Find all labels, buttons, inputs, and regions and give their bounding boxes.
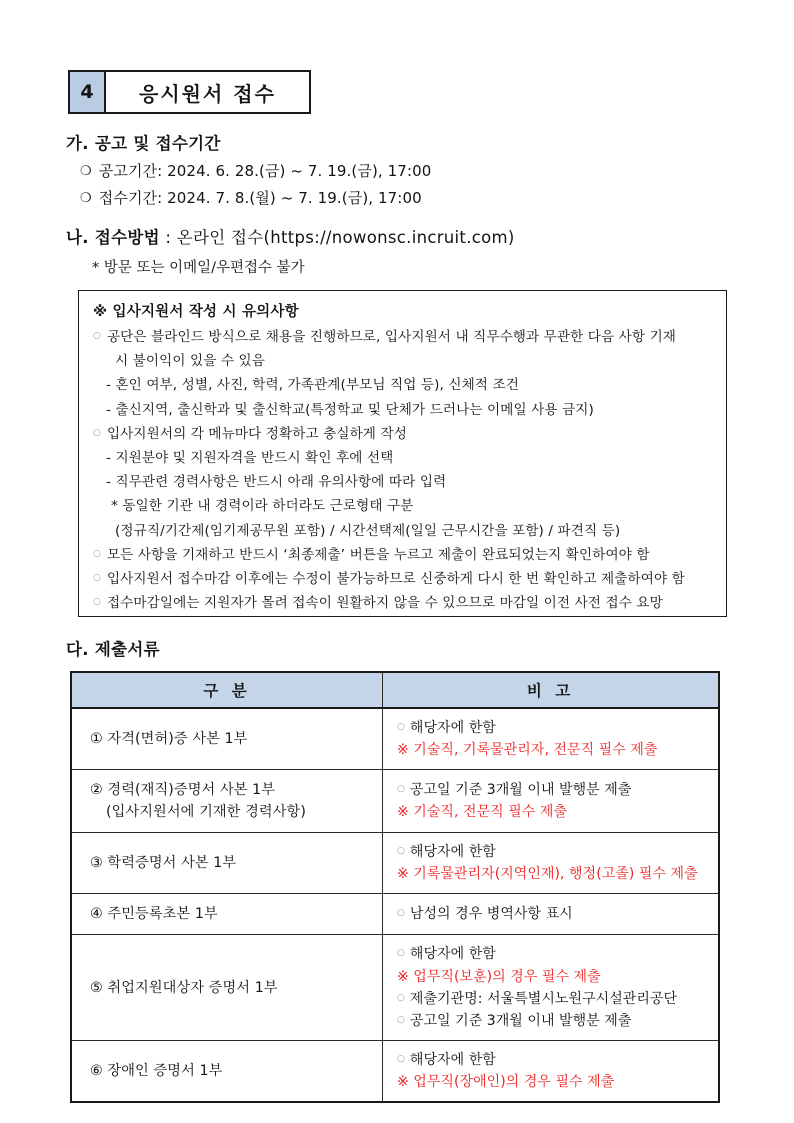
document-remarks-cell (383, 935, 720, 1040)
document-name-cell (71, 833, 383, 894)
section-title: 응시원서 접수 (106, 72, 309, 112)
remark-required (397, 966, 718, 988)
remark-text: 제출기관명: 서울특별시노원구시설관리공단 (409, 990, 678, 1007)
notice-line (115, 349, 265, 369)
notice-box-title: ※ 입사지원서 작성 시 유의사항 (93, 304, 299, 320)
document-remarks-cell (383, 1040, 720, 1102)
table-row (71, 833, 719, 894)
announcement-period-item (80, 160, 431, 181)
column-header-category: 구 분 (71, 672, 383, 708)
document-name-text: ① 자격(면허)증 사본 1부 (90, 731, 248, 748)
remark-text: ※ 기록물관리자(지역인재), 행정(고졸) 필수 제출 (397, 866, 698, 883)
document-name-text: ② 경력(재직)증명서 사본 1부 (90, 782, 276, 799)
column-header-remarks: 비 고 (383, 672, 720, 708)
hollow-circle-bullet-icon: ○ (93, 427, 101, 438)
remark-text: ※ 업무직(장애인)의 경우 필수 제출 (397, 1073, 615, 1090)
hollow-circle-bullet-icon: ○ (397, 846, 405, 857)
table-row (71, 1040, 719, 1102)
application-method-value: : 온라인 접수(https://nowonsc.incruit.com) (159, 228, 515, 247)
document-name-subtext: (입사지원서에 기재한 경력사항) (106, 804, 306, 821)
notice-line-text: 모든 사항을 기재하고 반드시 ‘최종제출’ 버튼을 누르고 제출이 완료되었는지 확인하여야 함 (106, 546, 650, 563)
dash-bullet-icon: - (106, 377, 116, 394)
remark-text: 공고일 기준 3개월 이내 발행분 제출 (409, 782, 632, 799)
notice-line-text: 지원분야 및 지원자격을 반드시 확인 후에 선택 (115, 450, 394, 466)
table-body (71, 708, 719, 1102)
document-name-text: ④ 주민등록초본 1부 (90, 906, 218, 923)
hollow-circle-bullet-icon: ○ (93, 573, 101, 583)
notice-line (93, 567, 685, 587)
table-header-row (71, 672, 719, 708)
document-name-cell (71, 1040, 383, 1102)
hollow-circle-bullet-icon: ○ (397, 722, 405, 732)
document-name-cell (71, 894, 383, 935)
document-name-text: ③ 학력증명서 사본 1부 (90, 855, 237, 872)
notice-line-text: (정규직/기간제(임기제공무원 포함) / 시간선택제(일일 근무시간을 포함) / 파견직 등) (115, 522, 621, 539)
hollow-circle-bullet-icon: ○ (93, 548, 101, 559)
dash-bullet-icon: - (106, 474, 116, 491)
document-name-text: ⑥ 장애인 증명서 1부 (90, 1062, 223, 1079)
remark-note (397, 1010, 718, 1032)
remark-text: 공고일 기준 3개월 이내 발행분 제출 (409, 1012, 632, 1029)
notice-line-text: 동일한 기관 내 경력이라 하더라도 근로형태 구분 (122, 498, 414, 515)
notice-line-text: 입사지원서의 각 메뉴마다 정확하고 충실하게 작성 (106, 425, 407, 442)
notice-line (93, 591, 663, 611)
notice-line-text: 접수마감일에는 지원자가 몰려 접속이 원활하지 않을 수 있으므로 마감일 이전 사전 접수 요망 (106, 595, 663, 612)
notice-line-text: 직무관련 경력사항은 반드시 아래 유의사항에 따라 입력 (115, 474, 447, 491)
document-name-text: ⑤ 취업지원대상자 증명서 1부 (90, 979, 278, 996)
announcement-period-text: 공고기간: 2024. 6. 28.(금) ~ 7. 19.(금), 17:00 (98, 162, 432, 180)
notice-line (115, 519, 620, 539)
notice-line-text: 시 불이익이 있을 수 있음 (115, 353, 265, 370)
reception-period-text: 접수기간: 2024. 7. 8.(월) ~ 7. 19.(금), 17:00 (98, 189, 422, 207)
remark-note (397, 717, 718, 739)
notice-line (111, 494, 413, 514)
remark-note (397, 779, 718, 801)
notice-line-text: 출신지역, 출신학과 및 출신학교(특정학교 및 단체가 드러나는 이메일 사용 금지) (115, 401, 594, 418)
document-name-cell (71, 708, 383, 770)
remark-note (397, 1049, 718, 1071)
remark-text: ※ 기술직, 기록물관리자, 전문직 필수 제출 (397, 742, 658, 759)
application-method-label: 나. 접수방법 (66, 228, 160, 247)
remark-note (397, 988, 718, 1010)
notice-line-text: 입사지원서 접수마감 이후에는 수정이 불가능하므로 신중하게 다시 한 번 확인하고 제출하여야 함 (106, 571, 685, 587)
dash-bullet-icon: - (106, 401, 116, 418)
remark-text: ※ 업무직(보훈)의 경우 필수 제출 (397, 968, 601, 985)
hollow-circle-bullet-icon: ○ (397, 784, 405, 795)
remark-text: 해당자에 한함 (409, 844, 496, 861)
remark-text: 해당자에 한함 (409, 720, 496, 736)
asterisk-bullet-icon: * (111, 498, 123, 515)
application-method-note: * 방문 또는 이메일/우편접수 불가 (92, 260, 305, 276)
table-row (71, 935, 719, 1040)
remark-required (397, 1071, 718, 1093)
hollow-circle-bullet-icon: ○ (93, 331, 101, 341)
heading-announcement-period: 가. 공고 및 접수기간 (66, 134, 221, 153)
circle-bullet-icon: ❍ (80, 191, 92, 206)
section-header (68, 70, 311, 114)
remark-required (397, 801, 718, 823)
remark-text: ※ 기술직, 전문직 필수 제출 (397, 804, 568, 821)
notice-line (93, 422, 407, 442)
hollow-circle-bullet-icon: ○ (397, 948, 405, 959)
document-remarks-cell (383, 770, 720, 833)
remark-text: 해당자에 한함 (409, 946, 496, 963)
document-remarks-cell (383, 894, 720, 935)
table-row (71, 708, 719, 770)
notice-line (93, 543, 650, 563)
notice-line (106, 373, 519, 393)
document-remarks-cell (383, 833, 720, 894)
heading-required-documents: 다. 제출서류 (66, 640, 160, 659)
hollow-circle-bullet-icon: ○ (397, 908, 405, 919)
notice-line (106, 398, 594, 418)
notice-line-text: 혼인 여부, 성별, 사진, 학력, 가족관계(부모님 직업 등), 신체적 조건 (115, 377, 519, 394)
remark-text: 해당자에 한함 (409, 1051, 496, 1068)
table-row (71, 770, 719, 833)
remark-required (397, 739, 718, 761)
dash-bullet-icon: - (106, 450, 116, 466)
reception-period-item (80, 187, 422, 208)
remark-note (397, 841, 718, 863)
remark-note (397, 943, 718, 965)
hollow-circle-bullet-icon: ○ (397, 1053, 405, 1064)
document-remarks-cell (383, 708, 720, 770)
section-number: 4 (70, 72, 106, 112)
document-name-cell (71, 770, 383, 833)
remark-text: 남성의 경우 병역사항 표시 (409, 906, 573, 923)
hollow-circle-bullet-icon: ○ (397, 1014, 405, 1025)
remark-note (397, 903, 718, 925)
notice-line-text: 공단은 블라인드 방식으로 채용을 진행하므로, 입사지원서 내 직무수행과 무관한 다음 사항 기재 (106, 329, 677, 345)
remark-required (397, 863, 718, 885)
heading-application-method (66, 224, 515, 248)
notice-line (93, 325, 676, 345)
table-head (71, 672, 719, 708)
notice-box (78, 290, 727, 617)
document-name-cell (71, 935, 383, 1040)
circle-bullet-icon: ❍ (80, 164, 92, 179)
table-row (71, 894, 719, 935)
hollow-circle-bullet-icon: ○ (93, 597, 101, 608)
notice-line (106, 446, 393, 466)
hollow-circle-bullet-icon: ○ (397, 992, 405, 1003)
notice-line (106, 470, 446, 490)
required-documents-table (70, 671, 720, 1103)
